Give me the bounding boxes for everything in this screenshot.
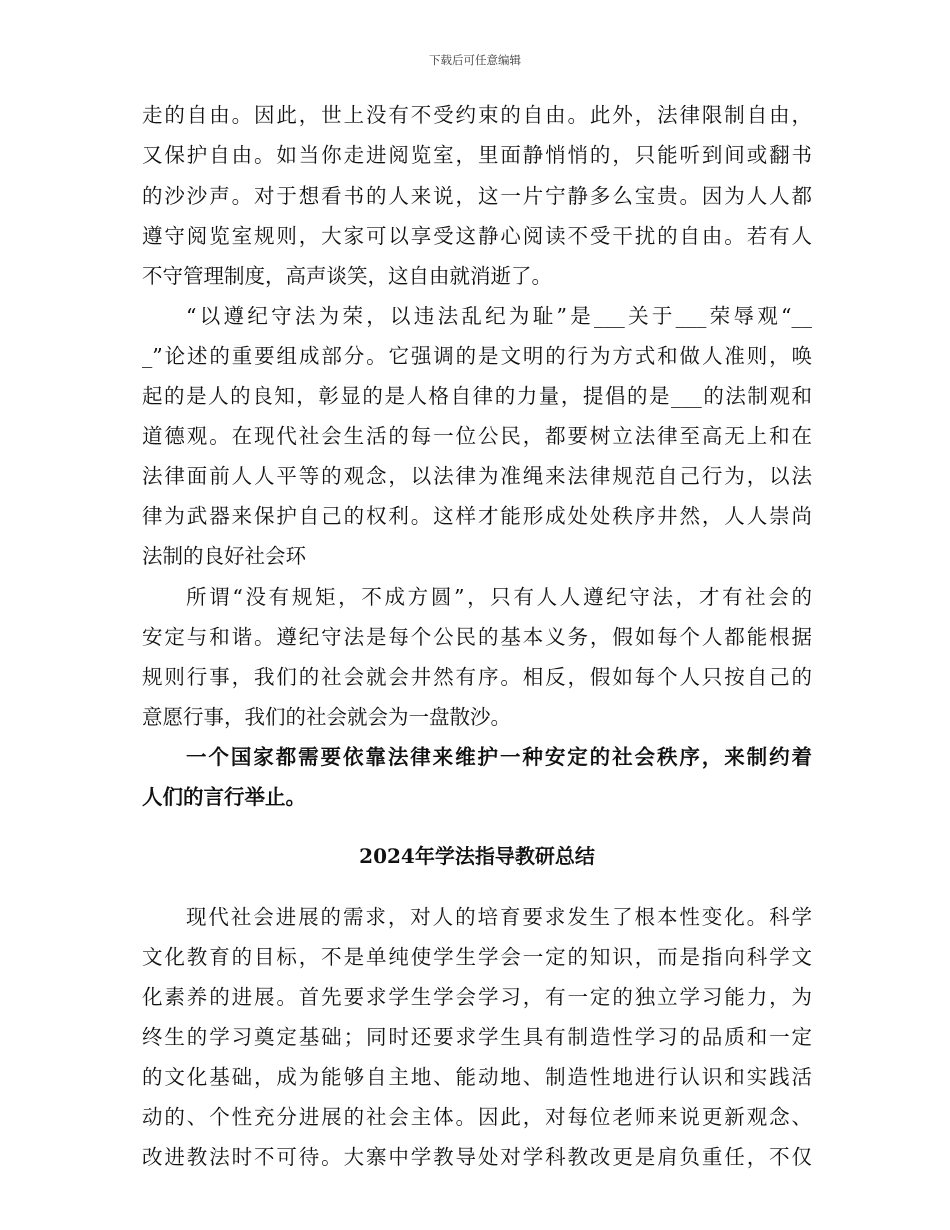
paragraph-line: 动的、个性充分进展的社会主体。因此，对每位老师来说更新观念、 [142,1105,812,1129]
paragraph-line: 走的自由。因此，世上没有不受约束的自由。此外，法律限制自由， [142,103,812,127]
paragraph-line: 律为武器来保护自己的权利。这样才能形成处处秩序井然，人人崇尚 [142,504,812,528]
paragraph-line: 法制的良好社会环 [142,544,306,568]
paragraph-line: 的沙沙声。对于想看书的人来说，这一片宁静多么宝贵。因为人人都 [142,184,812,208]
paragraph-line: 规则行事，我们的社会就会井然有序。相反，假如每个人只按自己的 [142,665,812,689]
paragraph-line: 道德观。在现代社会生活的每一位公民，都要树立法律至高无上和在 [142,424,812,448]
paragraph-line: 起的是人的良知，彰显的是人格自律的力量，提倡的是___的法制观和 [142,384,812,408]
paragraph-line: 遵守阅览室规则，大家可以享受这静心阅读不受干扰的自由。若有人 [142,224,812,248]
paragraph-line: 不守管理制度，高声谈笑，这自由就消逝了。 [142,264,552,288]
paragraph-line: 安定与和谐。遵纪守法是每个公民的基本义务，假如每个人都能根据 [142,625,812,649]
paragraph-line: 文化教育的目标，不是单纯使学生学会一定的知识，而是指向科学文 [142,945,812,969]
bold-paragraph-line: 一个国家都需要依靠法律来维护一种安定的社会秩序，来制约着 [186,745,812,769]
paragraph-line: 终生的学习奠定基础；同时还要求学生具有制造性学习的品质和一定 [142,1025,812,1049]
paragraph-line: 的文化基础，成为能够自主地、能动地、制造性地进行认识和实践活 [142,1065,812,1089]
paragraph-line: 法律面前人人平等的观念，以法律为准绳来法律规范自己行为，以法 [142,464,812,488]
paragraph-line: 化素养的进展。首先要求学生学会学习，有一定的独立学习能力，为 [142,985,812,1009]
page-header: 下载后可任意编辑 [429,53,521,67]
paragraph-line: 意愿行事，我们的社会就会为一盘散沙。 [142,705,511,729]
section-title: 2024年学法指导教研总结 [359,844,595,868]
paragraph-line: 又保护自由。如当你走进阅览室，里面静悄悄的，只能听到间或翻书 [142,143,812,167]
bold-paragraph-line: 人们的言行举止。 [142,785,306,809]
paragraph-line: “以遵纪守法为荣，以违法乱纪为耻”是___关于___荣辱观“__ [186,304,812,328]
paragraph-line: 现代社会进展的需求，对人的培育要求发生了根本性变化。科学 [186,905,812,929]
paragraph-line: 所谓“没有规矩，不成方圆”，只有人人遵纪守法，才有社会的 [186,585,812,609]
paragraph-line: _”论述的重要组成部分。它强调的是文明的行为方式和做人准则，唤 [142,344,812,368]
paragraph-line: 改进教法时不可待。大寨中学教导处对学科教改更是肩负重任，不仅 [142,1145,812,1169]
